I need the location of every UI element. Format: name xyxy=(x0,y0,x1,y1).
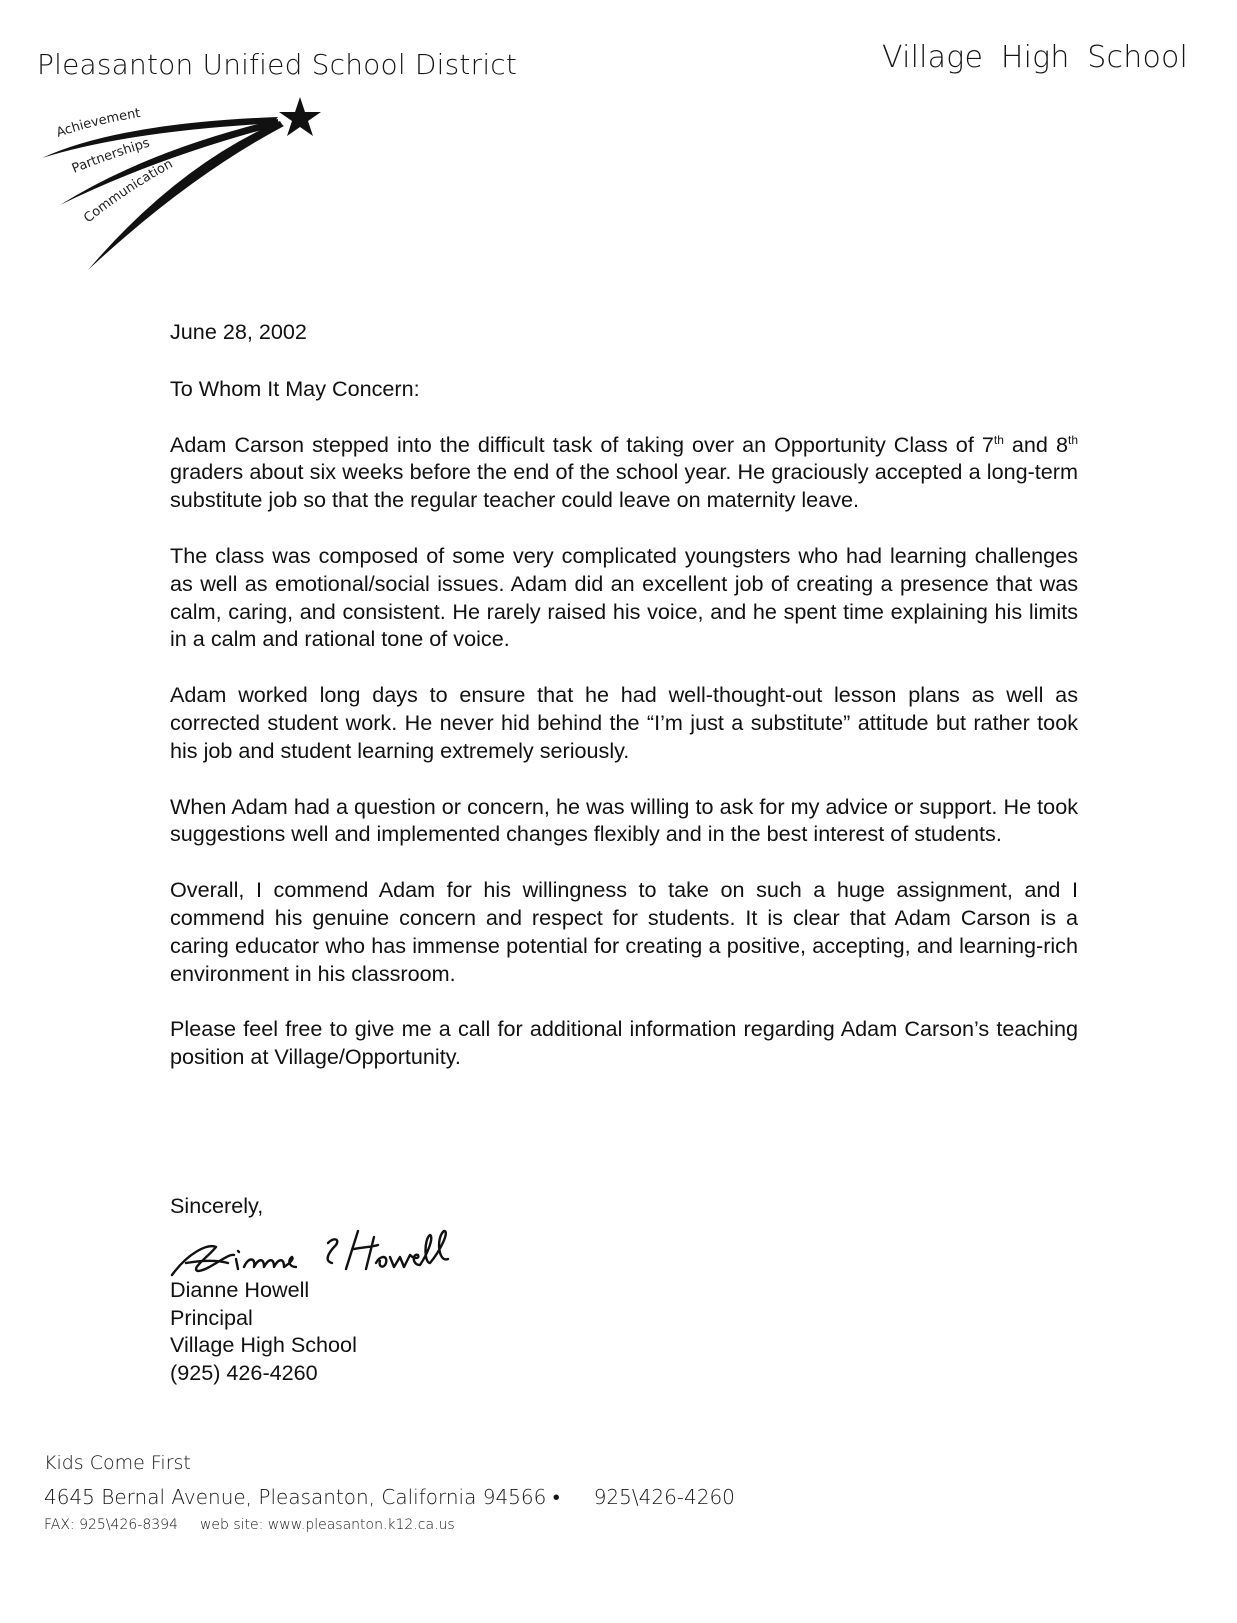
footer-address-line xyxy=(44,1485,735,1510)
footer-fax: FAX: 925\426-8394 xyxy=(44,1517,178,1533)
footer-website: web site: www.pleasanton.k12.ca.us xyxy=(199,1517,455,1533)
ordinal-suffix: th xyxy=(993,432,1004,447)
logo-word-achievement: Achievement xyxy=(54,105,142,141)
ordinal-suffix: th xyxy=(1067,432,1078,447)
letter-body xyxy=(170,318,1078,1071)
shooting-star-logo-icon xyxy=(38,95,348,285)
paragraph-2: The class was composed of some very complicated youngsters who had learning challenges as well as emotional/social issues. Adam did an excellent job of creating a presence that was calm, caring, and consistent. He rarely raised his voice, and he spent time explaining his limits in a calm and rational tone of voice. xyxy=(170,542,1078,652)
signature-icon xyxy=(168,1223,468,1283)
footer-motto: Kids Come First xyxy=(44,1452,191,1474)
paragraph-6: Please feel free to give me a call for additional information regarding Adam Carson’s teaching position at Village/Opportunity. xyxy=(170,1016,1078,1070)
paragraph-1 xyxy=(170,431,1078,514)
star-icon xyxy=(279,97,321,136)
signer-name: Dianne Howell xyxy=(170,1277,310,1302)
paragraph-4: When Adam had a question or concern, he was willing to ask for my advice or support. He took suggestions well and implemented changes flexibly and in the best interest of students. xyxy=(170,793,1078,847)
logo-word-partnerships: Partnerships xyxy=(69,135,152,177)
paragraph-5: Overall, I commend Adam for his willingness to take on such a huge assignment, and I commend his genuine concern and respect for students. It is clear that Adam Carson is a caring educator who has immense potential for creating a positive, accepting, and learning-rich environment in his classroom. xyxy=(170,877,1078,986)
district-name: Pleasanton Unified School District xyxy=(37,48,518,81)
signer-title: Principal xyxy=(170,1304,253,1330)
logo-word-communication: Communication xyxy=(81,156,176,227)
signer-school: Village High School xyxy=(170,1332,357,1358)
closing: Sincerely, xyxy=(170,1193,264,1218)
signer-block xyxy=(170,1276,357,1386)
signer-phone: (925) 426-4260 xyxy=(170,1359,318,1385)
svg-text:Partnerships xyxy=(70,136,152,177)
footer-address: 4645 Bernal Avenue, Pleasanton, California 94566 • xyxy=(44,1485,560,1509)
paragraph-1-text-c: graders about six weeks before the end of the school year. He graciously accepted a long-term substitute job so that the regular teacher could leave on maternity leave. xyxy=(170,459,1078,513)
footer-fax-line xyxy=(44,1517,455,1533)
footer-phone: 925\426-4260 xyxy=(593,1485,735,1509)
school-name: Village High School xyxy=(882,40,1189,75)
letter-date: June 28, 2002 xyxy=(170,319,307,344)
paragraph-1-text-a: Adam Carson stepped into the difficult task of taking over an Opportunity Class of 7 xyxy=(170,431,994,457)
paragraph-1-text-b: and 8 xyxy=(1003,431,1068,457)
salutation: To Whom It May Concern: xyxy=(170,375,420,401)
paragraph-3: Adam worked long days to ensure that he had well-thought-out lesson plans as well as corrected student work. He never hid behind the “I’m just a substitute” attitude but rather took his job and student learning extremely seriously. xyxy=(170,682,1078,763)
